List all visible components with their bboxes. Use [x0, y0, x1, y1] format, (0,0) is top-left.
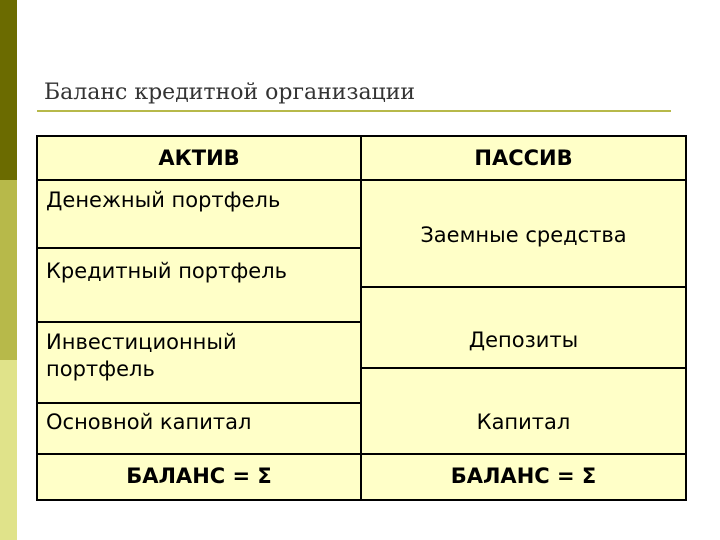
liabilities-row-divider-2 [362, 367, 685, 369]
title-underline [37, 110, 671, 112]
liabilities-row-divider-1 [362, 286, 685, 288]
decor-stripe-middle [0, 180, 17, 360]
slide-title: Баланс кредитной организации [44, 80, 416, 105]
credit-portfolio-label: Кредитный портфель [46, 259, 288, 283]
assets-row-divider-2 [38, 321, 360, 323]
assets-row-divider-3 [38, 402, 360, 404]
decor-stripe-top [0, 0, 17, 180]
cash-portfolio-label: Денежный портфель [46, 188, 281, 212]
liabilities-balance-label: БАЛАНС = Σ [450, 464, 597, 488]
assets-balance-label: БАЛАНС = Σ [126, 464, 272, 488]
deposits-label: Депозиты [468, 328, 579, 352]
balance-table [36, 135, 687, 501]
investment-portfolio-label-line1: Инвестиционный [46, 330, 237, 354]
borrowed-funds-label: Заемные средства [420, 223, 627, 247]
fixed-capital-label: Основной капитал [46, 410, 252, 434]
investment-portfolio-label-line2: портфель [46, 357, 155, 381]
assets-row-divider-1 [38, 247, 360, 249]
header-divider [38, 179, 685, 181]
header-liabilities: ПАССИВ [474, 146, 573, 170]
decor-stripe-bottom [0, 360, 17, 540]
capital-label: Капитал [476, 410, 571, 434]
balance-row-divider [38, 453, 685, 455]
header-assets: АКТИВ [158, 146, 240, 170]
column-divider [360, 137, 362, 499]
